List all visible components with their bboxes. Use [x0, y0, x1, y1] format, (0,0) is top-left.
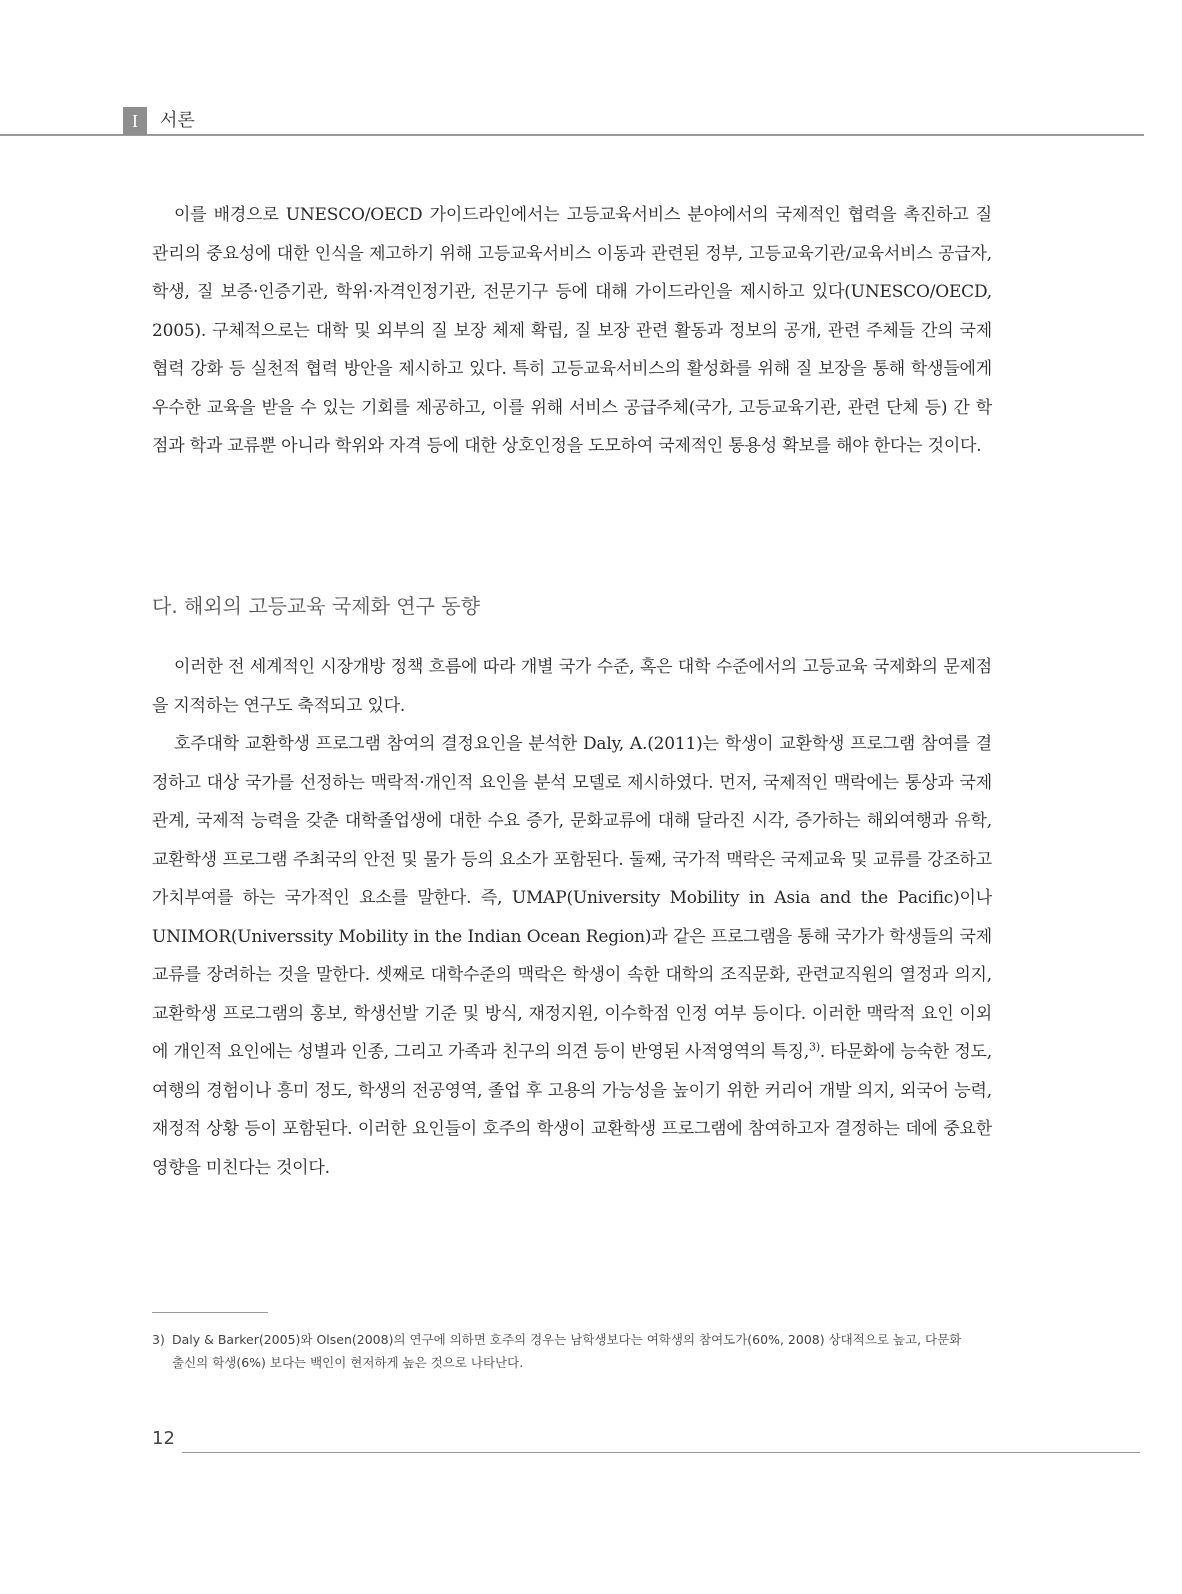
footnote-text: 출신의 학생(6%) 보다는 백인이 현저하게 높은 것으로 나타난다. — [172, 1355, 524, 1370]
footnote-line — [152, 1351, 992, 1374]
body-paragraph-2-block — [152, 648, 992, 1187]
footnote-text: Daly & Barker(2005)와 Olsen(2008)의 연구에 의하면 호주의 경우는 남학생보다는 여학생의 참여도가(60%, 2008) 상대적으로 높고, 다문화 — [172, 1332, 962, 1347]
footnote-line — [152, 1328, 992, 1351]
section-heading: 다. 해외의 고등교육 국제화 연구 동향 — [152, 594, 480, 618]
body-paragraph — [152, 648, 992, 725]
footnote — [152, 1328, 992, 1374]
body-paragraph — [152, 196, 992, 466]
footer-rule — [182, 1452, 1140, 1453]
paragraph-text: 이를 배경으로 UNESCO/OECD 가이드라인에서는 고등교육서비스 분야에서의 국제적인 협력을 촉진하고 질 관리의 중요성에 대한 인식을 제고하기 위해 고등교육서비스 이동과 관련된 정부, 고등교육기관/교육서비스 공급자, 학생, 질 보증·인증기관, 학위·자격인정기관, 전문기구 등에 대해 가이드라인을 제시하고 있다(UNESCO/OECD, 2005). 구체적으로는 대학 및 외부의 질 보장 체제 확립, 질 보장 관련 활동과 정보의 공개, 관련 주체들 간의 국제 협력 강화 등 실천적 협력 방안을 제시하고 있다. 특히 고등교육서비스의 활성화를 위해 질 보장을 통해 학생들에게 우수한 교육을 받을 수 있는 기회를 제공하고, 이를 위해 서비스 공급주체(국가, 고등교육기관, 관련 단체 등) 간 학점과 학과 교류뿐 아니라 학위와 자격 등에 대한 상호인정을 도모하여 국제적인 통용성 확보를 해야 한다는 것이다. — [152, 205, 992, 456]
body-paragraph — [152, 725, 992, 1187]
footnote-reference[interactable]: 3) — [809, 1040, 820, 1054]
page-number: 12 — [152, 1428, 175, 1449]
paragraph-text: 이러한 전 세계적인 시장개방 정책 흐름에 따라 개별 국가 수준, 혹은 대학 수준에서의 고등교육 국제화의 문제점을 지적하는 연구도 축적되고 있다. — [152, 657, 992, 716]
paragraph-text: . 타문화에 능숙한 정도, 여행의 경험이나 흥미 정도, 학생의 전공영역, 졸업 후 고용의 가능성을 높이기 위한 커리어 개발 의지, 외국어 능력, 재정적 상황 등이 포함된다. 이러한 요인들이 호주의 학생이 교환학생 프로그램에 참여하고자 결정하는 데에 중요한 영향을 미친다는 것이다. — [152, 1042, 992, 1178]
chapter-number-badge: I — [123, 107, 147, 135]
chapter-title: 서론 — [160, 110, 195, 131]
body-paragraph-1-block — [152, 196, 992, 466]
footnote-rule — [152, 1312, 268, 1313]
footnote-number: 3) — [152, 1332, 165, 1347]
paragraph-text: 호주대학 교환학생 프로그램 참여의 결정요인을 분석한 Daly, A.(2011)는 학생이 교환학생 프로그램 참여를 결정하고 대상 국가를 선정하는 맥락적·개인적 요인을 분석 모델로 제시하였다. 먼저, 국제적인 맥락에는 통상과 국제관계, 국제적 능력을 갖춘 대학졸업생에 대한 수요 증가, 문화교류에 대해 달라진 시각, 증가하는 해외여행과 유학, 교환학생 프로그램 주최국의 안전 및 물가 등의 요소가 포함된다. 둘째, 국가적 맥락은 국제교육 및 교류를 강조하고 가치부여를 하는 국가적인 요소를 말한다. 즉, UMAP(University Mobility in Asia and the Pacific)이나 UNIMOR(Universsity Mobility in the Indian Ocean Region)과 같은 프로그램을 통해 국가가 학생들의 국제교류를 장려하는 것을 말한다. 셋째로 대학수준의 맥락은 학생이 속한 대학의 조직문화, 관련교직원의 열정과 의지, 교환학생 프로그램의 홍보, 학생선발 기준 및 방식, 재정지원, 이수학점 인정 여부 등이다. 이러한 맥락적 요인 이외에 개인적 요인에는 성별과 인종, 그리고 가족과 친구의 의견 등이 반영된 사적영역의 특징, — [152, 734, 992, 1062]
